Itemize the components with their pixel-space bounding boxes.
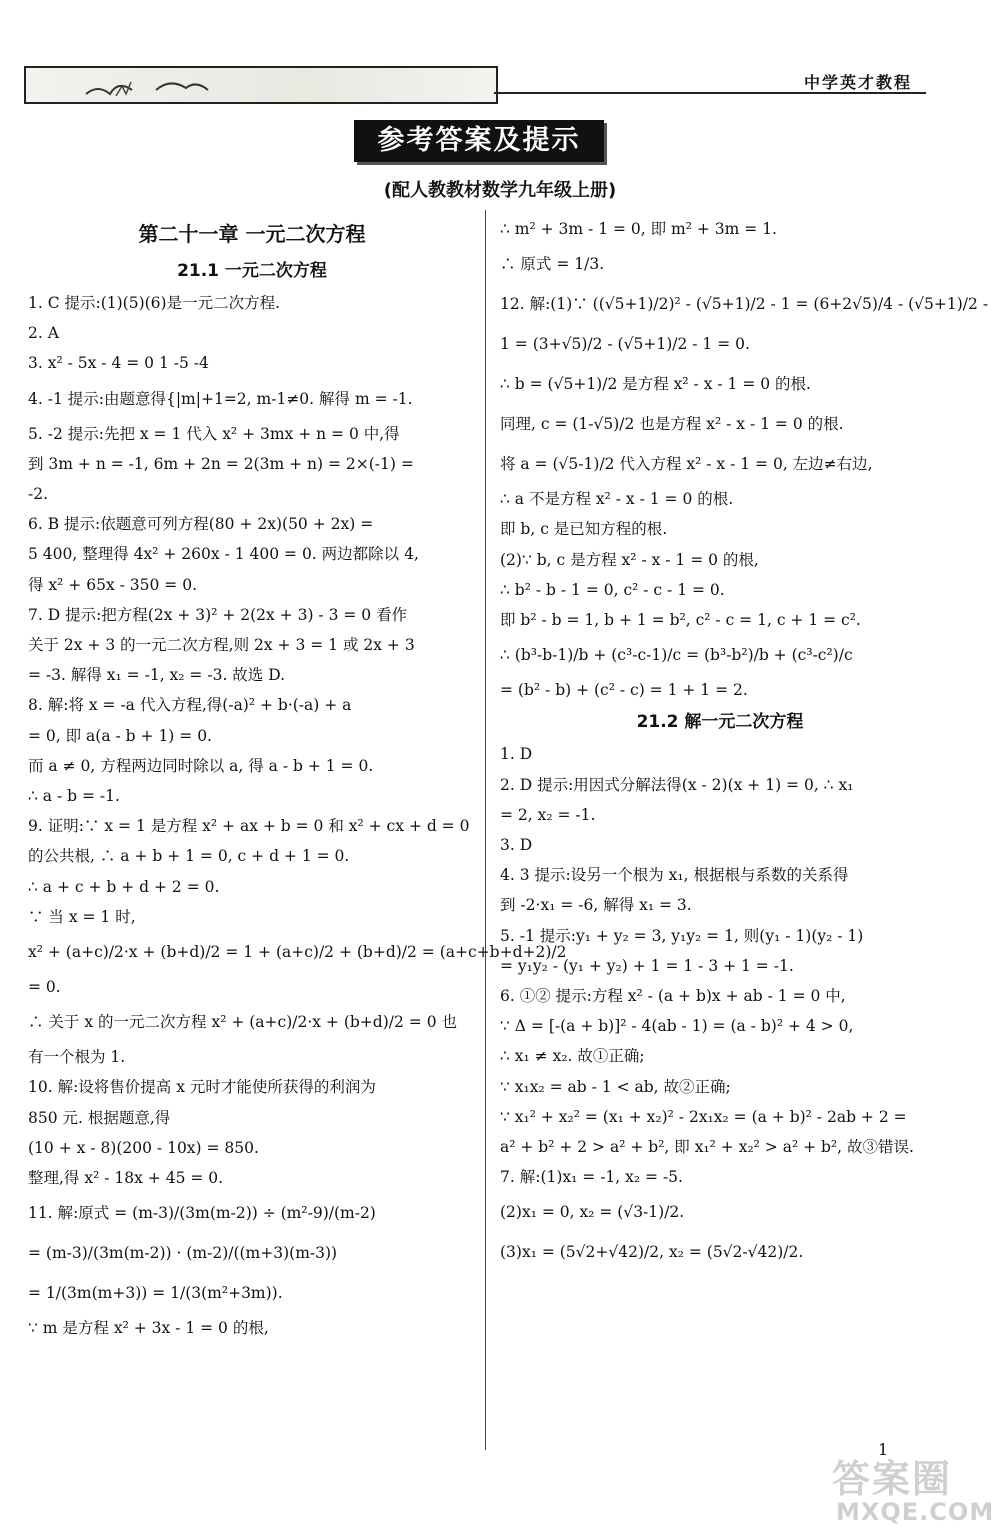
text-line: 2. A <box>28 324 59 343</box>
text-line: ∵ Δ = [-(a + b)]² - 4(ab - 1) = (a - b)² + 4 > 0, <box>500 1017 854 1036</box>
text-line: ∴ 关于 x 的一元二次方程 x² + (a+c)/2·x + (b+d)/2 = 0 也 <box>28 1013 457 1032</box>
text-line: 即 b² - b = 1, b + 1 = b², c² - c = 1, c + 1 = c². <box>500 611 861 630</box>
text-line: ∴ 原式 = 1/3. <box>500 255 605 274</box>
text-line: = 0. <box>28 978 61 997</box>
text-line: x² + (a+c)/2·x + (b+d)/2 = 1 + (a+c)/2 + (b+d)/2 = (a+c+b+d+2)/2 <box>28 943 567 962</box>
text-line: = y₁y₂ - (y₁ + y₂) + 1 = 1 - 3 + 1 = -1. <box>500 956 794 975</box>
text-line: 3. x² - 5x - 4 = 0 1 -5 -4 <box>28 354 209 373</box>
text-line: 4. -1 提示:由题意得{|m|+1=2, m-1≠0. 解得 m = -1. <box>28 389 413 408</box>
text-line: = -3. 解得 x₁ = -1, x₂ = -3. 故选 D. <box>28 666 286 685</box>
section-heading: 21.1 一元二次方程 <box>177 261 327 281</box>
text-line: 1. D <box>500 745 533 764</box>
text-line: 同理, c = (1-√5)/2 也是方程 x² - x - 1 = 0 的根. <box>500 415 844 434</box>
page-number: 1 <box>878 1440 889 1459</box>
text-line: ∵ x₁x₂ = ab - 1 < ab, 故②正确; <box>500 1077 731 1096</box>
text-line: -2. <box>28 485 49 504</box>
text-line: 5 400, 整理得 4x² + 260x - 1 400 = 0. 两边都除以 4, <box>28 545 419 564</box>
text-line: ∴ b = (√5+1)/2 是方程 x² - x - 1 = 0 的根. <box>500 375 811 394</box>
text-line: 即 b, c 是已知方程的根. <box>500 520 668 539</box>
text-line: 7. D 提示:把方程(2x + 3)² + 2(2x + 3) - 3 = 0 看作 <box>28 605 408 624</box>
page-subtitle: (配人教教材数学九年级上册) <box>383 180 617 201</box>
section-heading: 21.2 解一元二次方程 <box>636 712 804 733</box>
text-line: ∵ 当 x = 1 时, <box>28 907 136 926</box>
text-line: 12. 解:(1)∵ ((√5+1)/2)² - (√5+1)/2 - 1 = (6+2√5)/4 - (√5+1)/2 - <box>500 295 989 314</box>
text-line: ∴ b² - b - 1 = 0, c² - c - 1 = 0. <box>500 580 725 599</box>
watermark <box>822 1448 995 1534</box>
text-line: 而 a ≠ 0, 方程两边同时除以 a, 得 a - b + 1 = 0. <box>28 756 374 775</box>
ink-landscape-decoration <box>26 68 496 102</box>
text-line: 10. 解:设将售价提高 x 元时才能使所获得的利润为 <box>28 1078 376 1097</box>
text-line: ∴ x₁ ≠ x₂. 故①正确; <box>500 1047 645 1066</box>
text-line: (10 + x - 8)(200 - 10x) = 850. <box>28 1138 259 1157</box>
text-line: 11. 解:原式 = (m-3)/(3m(m-2)) ÷ (m²-9)/(m-2) <box>28 1204 376 1223</box>
section-heading: 第二十一章 一元二次方程 <box>138 222 366 246</box>
text-line: (3)x₁ = (5√2+√42)/2, x₂ = (5√2-√42)/2. <box>500 1243 804 1262</box>
text-line: = 1/(3m(m+3)) = 1/(3(m²+3m)). <box>28 1284 283 1303</box>
text-line: 有一个根为 1. <box>28 1048 126 1067</box>
text-line: 2. D 提示:用因式分解法得(x - 2)(x + 1) = 0, ∴ x₁ <box>500 775 854 794</box>
text-line: 关于 2x + 3 的一元二次方程,则 2x + 3 = 1 或 2x + 3 <box>28 636 415 655</box>
watermark-top: 答案圈 <box>832 1457 953 1501</box>
text-line: 1 = (3+√5)/2 - (√5+1)/2 - 1 = 0. <box>500 335 750 354</box>
text-line: 5. -2 提示:先把 x = 1 代入 x² + 3mx + n = 0 中,得 <box>28 424 400 443</box>
text-line: 3. D <box>500 836 533 855</box>
text-line: ∴ a + c + b + d + 2 = 0. <box>28 877 220 896</box>
page-title: 参考答案及提示 <box>354 120 604 162</box>
text-line: ∵ m 是方程 x² + 3x - 1 = 0 的根, <box>28 1319 269 1338</box>
text-line: 7. 解:(1)x₁ = -1, x₂ = -5. <box>500 1168 683 1187</box>
text-line: 的公共根, ∴ a + b + 1 = 0, c + d + 1 = 0. <box>28 847 350 866</box>
text-line: 整理,得 x² - 18x + 45 = 0. <box>28 1169 224 1188</box>
text-line: 850 元. 根据题意,得 <box>28 1108 171 1127</box>
text-line: 6. B 提示:依题意可列方程(80 + 2x)(50 + 2x) = <box>28 515 374 534</box>
watermark-bottom: MXQE.COM <box>836 1498 995 1526</box>
text-line: 9. 证明:∵ x = 1 是方程 x² + ax + b = 0 和 x² + cx + d = 0 <box>28 817 470 836</box>
text-line: 4. 3 提示:设另一个根为 x₁, 根据根与系数的关系得 <box>500 866 849 885</box>
text-line: = 0, 即 a(a - b + 1) = 0. <box>28 726 212 745</box>
header-decorative-banner <box>24 66 498 104</box>
text-line: 1. C 提示:(1)(5)(6)是一元二次方程. <box>28 294 281 312</box>
text-line: a² + b² + 2 > a² + b², 即 x₁² + x₂² > a² + b², 故③错误. <box>500 1138 914 1157</box>
text-line: 5. -1 提示:y₁ + y₂ = 3, y₁y₂ = 1, 则(y₁ - 1)(y₂ - 1) <box>500 926 864 945</box>
text-line: ∴ a - b = -1. <box>28 787 120 806</box>
brand-title: 中学英才教程 <box>803 73 912 92</box>
right-column <box>500 214 989 1272</box>
text-line: = 2, x₂ = -1. <box>500 805 596 824</box>
text-line: 得 x² + 65x - 350 = 0. <box>28 575 197 594</box>
text-line: (2)∵ b, c 是方程 x² - x - 1 = 0 的根, <box>500 550 759 569</box>
text-line: ∴ (b³-b-1)/b + (c³-c-1)/c = (b³-b²)/b + (c³-c²)/c <box>500 646 853 665</box>
text-line: ∴ a 不是方程 x² - x - 1 = 0 的根. <box>500 490 734 509</box>
text-line: 到 3m + n = -1, 6m + 2n = 2(3m + n) = 2×(-1) = <box>28 454 414 473</box>
text-line: ∵ x₁² + x₂² = (x₁ + x₂)² - 2x₁x₂ = (a + b)² - 2ab + 2 = <box>500 1107 907 1126</box>
text-line: 6. ①② 提示:方程 x² - (a + b)x + ab - 1 = 0 中, <box>500 987 846 1006</box>
text-line: = (m-3)/(3m(m-2)) · (m-2)/((m+3)(m-3)) <box>28 1244 338 1263</box>
text-line: 8. 解:将 x = -a 代入方程,得(-a)² + b·(-a) + a <box>28 696 352 715</box>
text-line: 将 a = (√5-1)/2 代入方程 x² - x - 1 = 0, 左边≠右边, <box>500 455 873 474</box>
column-divider <box>485 210 486 1450</box>
text-line: (2)x₁ = 0, x₂ = (√3-1)/2. <box>500 1203 685 1222</box>
text-line: = (b² - b) + (c² - c) = 1 + 1 = 2. <box>500 681 748 700</box>
text-line: ∴ m² + 3m - 1 = 0, 即 m² + 3m = 1. <box>500 220 777 238</box>
text-line: 到 -2·x₁ = -6, 解得 x₁ = 3. <box>500 896 692 915</box>
